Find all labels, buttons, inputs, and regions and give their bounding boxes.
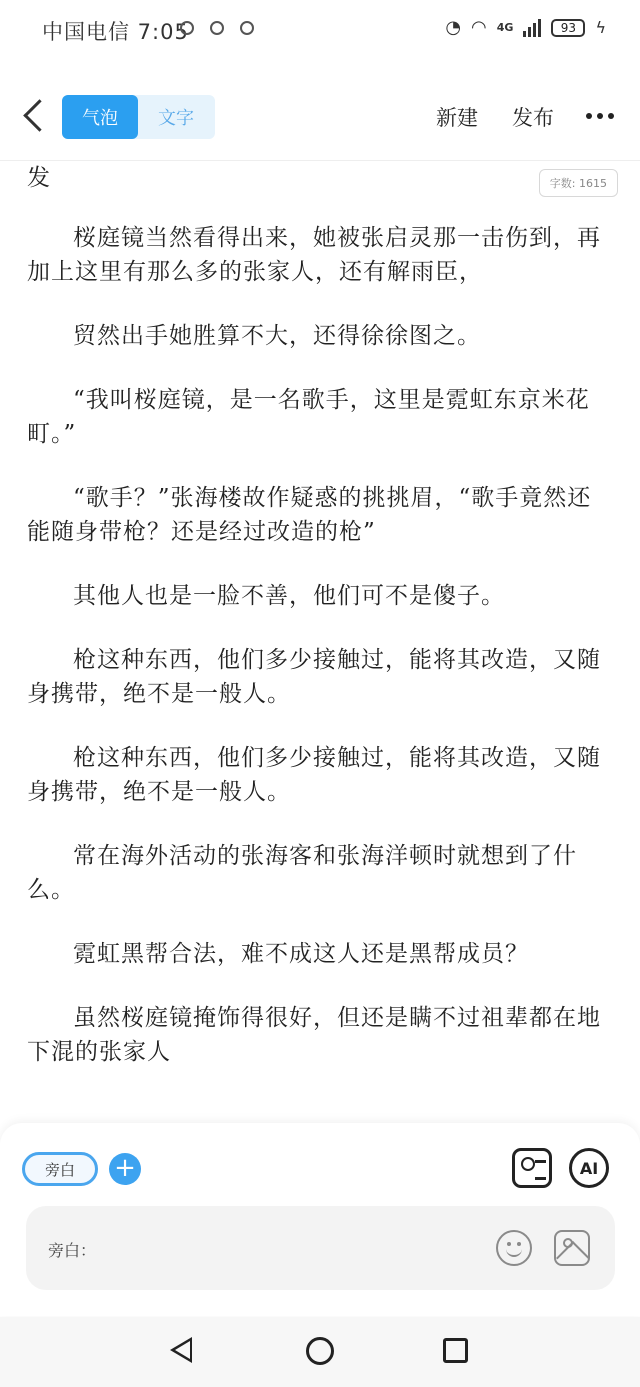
carrier-time: 中国电信 7:05 (42, 20, 189, 44)
tab-bubble[interactable]: 气泡 (62, 95, 138, 139)
mode-toggle (62, 95, 215, 139)
paragraph-list (27, 161, 613, 1099)
speed-icon: ◔ (445, 17, 462, 38)
notification-icons (180, 21, 254, 35)
composer-panel (0, 1123, 640, 1316)
nav-recents-icon[interactable] (443, 1338, 468, 1363)
paragraph[interactable]: 枪这种东西，他们多少接触过，能将其改造，又随身携带，绝不是一般人。 (27, 647, 601, 707)
paragraph[interactable]: 霓虹黑帮合法，难不成这人还是黑帮成员？ (73, 941, 529, 967)
battery-icon: 93 (551, 19, 585, 37)
system-indicators (445, 17, 606, 38)
notification-icon (180, 21, 194, 35)
emoji-icon[interactable] (496, 1230, 532, 1266)
paragraph[interactable]: “歌手？”张海楼故作疑惑的挑挑眉，“歌手竟然还能随身带枪？还是经过改造的枪” (27, 485, 592, 545)
network-label: 4G (496, 21, 514, 34)
ai-button[interactable]: AI (569, 1148, 609, 1188)
paragraph[interactable]: 发 (27, 165, 51, 191)
nav-back-icon[interactable] (170, 1337, 192, 1363)
nav-home-icon[interactable] (306, 1337, 334, 1365)
scroll-fade (0, 1091, 640, 1121)
contact-card-icon[interactable] (512, 1148, 552, 1188)
image-icon[interactable] (554, 1230, 590, 1266)
publish-button[interactable]: 发布 (512, 106, 554, 130)
tab-text[interactable]: 文字 (158, 108, 194, 129)
paragraph[interactable]: 枪这种东西，他们多少接触过，能将其改造，又随身携带，绝不是一般人。 (27, 745, 601, 805)
input-role-label: 旁白： (48, 1241, 97, 1260)
message-input[interactable] (26, 1206, 615, 1290)
back-button[interactable] (18, 94, 52, 138)
more-options-icon[interactable] (586, 104, 614, 128)
paragraph[interactable]: 常在海外活动的张海客和张海洋顿时就想到了什么。 (27, 843, 577, 903)
notification-icon (210, 21, 224, 35)
paragraph[interactable]: 其他人也是一脸不善，他们可不是傻子。 (73, 583, 505, 609)
add-role-button[interactable]: + (109, 1153, 141, 1185)
editor-toolbar (0, 84, 640, 150)
status-bar (0, 0, 640, 60)
wifi-icon: ◠ (471, 17, 487, 38)
story-editor[interactable] (0, 161, 640, 1121)
notification-icon (240, 21, 254, 35)
paragraph[interactable]: “我叫桜庭镜，是一名歌手，这里是霓虹东京米花町。” (27, 387, 590, 447)
paragraph[interactable]: 桜庭镜当然看得出来，她被张启灵那一击伤到，再加上这里有那么多的张家人，还有解雨臣， (27, 225, 601, 285)
signal-icon (523, 19, 541, 37)
system-nav-bar (0, 1317, 640, 1387)
new-button[interactable]: 新建 (436, 106, 478, 130)
word-count-badge: 字数: 1615 (539, 169, 618, 197)
paragraph[interactable]: 虽然桜庭镜掩饰得很好，但还是瞒不过祖辈都在地下混的张家人 (27, 1005, 601, 1065)
paragraph[interactable]: 贸然出手她胜算不大，还得徐徐图之。 (73, 323, 481, 349)
role-chip-narration[interactable]: 旁白 (22, 1152, 98, 1186)
charging-icon: ϟ (595, 18, 606, 37)
